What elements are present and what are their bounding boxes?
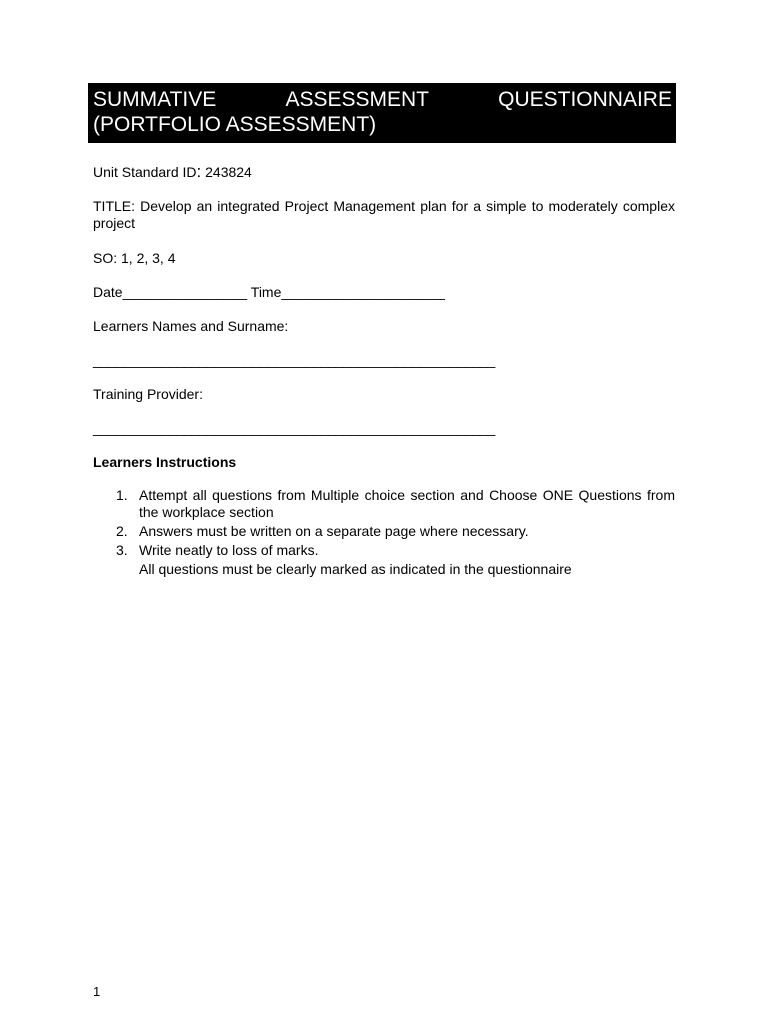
unit-standard-id (93, 163, 675, 181)
list-item-text: Write neatly to loss of marks. (139, 542, 319, 558)
title-paragraph: TITLE: Develop an integrated Project Management plan for a simple to moderately complex project (93, 198, 675, 231)
date-time-field: Date________________ Time_____________________ (93, 284, 445, 300)
specific-outcomes: SO: 1, 2, 3, 4 (93, 250, 176, 266)
list-item-number: 1. (116, 487, 128, 503)
unit-standard-colon: : (196, 162, 202, 181)
document-body (93, 163, 675, 578)
title-word-assessment: ASSESSMENT (285, 88, 429, 111)
list-item (93, 542, 675, 559)
learners-names-blank: _____________________________________________________ (93, 352, 496, 368)
unit-standard-value: 243824 (201, 164, 252, 180)
title-line (93, 87, 672, 112)
list-item-text: Answers must be written on a separate page where necessary. (139, 523, 529, 539)
page-number: 1 (93, 984, 101, 999)
instructions-list (93, 487, 675, 559)
title-word-summative: SUMMATIVE (93, 88, 217, 111)
list-item-number: 3. (116, 542, 128, 558)
instructions-note: All questions must be clearly marked as indicated in the questionnaire (139, 561, 572, 577)
title-banner (88, 83, 676, 143)
list-item (93, 487, 675, 521)
title-subtitle: (PORTFOLIO ASSESSMENT) (93, 113, 377, 136)
title-word-questionnaire: QUESTIONNAIRE (498, 88, 672, 111)
list-item (93, 523, 675, 540)
learners-names-label: Learners Names and Surname: (93, 318, 289, 334)
unit-standard-label: Unit Standard ID (93, 164, 197, 180)
training-provider-label: Training Provider: (93, 386, 203, 402)
list-item-text: Attempt all questions from Multiple choice section and Choose ONE Questions from the workplace section (139, 487, 675, 520)
list-item-number: 2. (116, 523, 128, 539)
training-provider-blank: _____________________________________________________ (93, 420, 496, 436)
instructions-heading: Learners Instructions (93, 454, 237, 470)
